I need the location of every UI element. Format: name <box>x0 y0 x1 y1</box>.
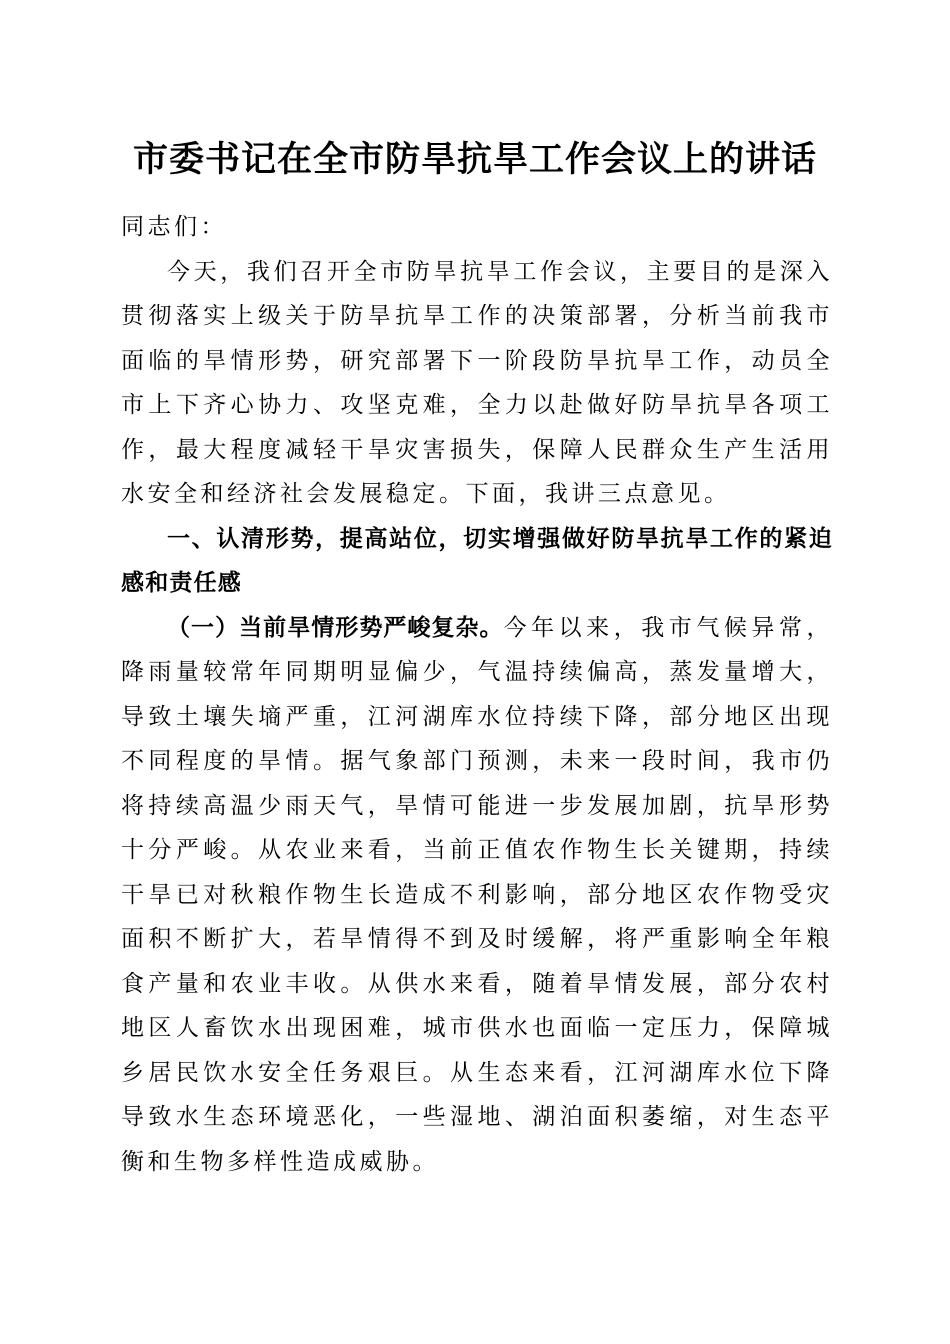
subsection-heading-1: （一）当前旱情形势严峻复杂。 <box>167 613 504 641</box>
document-title: 市委书记在全市防旱抗旱工作会议上的讲话 <box>132 139 817 180</box>
document-body <box>121 205 833 1184</box>
section-heading-1: 一、认清形势，提高站位，切实增强做好防旱抗旱工作的紧迫感和责任感 <box>121 525 833 596</box>
salutation: 同志们： <box>121 214 227 240</box>
subsection-body-1: 今年以来，我市气候异常，降雨量较常年同期明显偏少，气温持续偏高，蒸发量增大，导致土壤失墒严重，江河湖库水位持续下降，部分地区出现不同程度的旱情。据气象部门预测，未来一段时间，我市仍将持续高温少雨天气，旱情可能进一步发展加剧，抗旱形势十分严峻。从农业来看，当前正值农作物生长关键期，持续干旱已对秋粮作物生长造成不利影响，部分地区农作物受灾面积不断扩大，若旱情得不到及时缓解，将严重影响全年粮食产量和农业丰收。从供水来看，随着旱情发展，部分农村地区人畜饮水出现困难，城市供水也面临一定压力，保障城乡居民饮水安全任务艰巨。从生态来看，江河湖库水位下降导致水生态环境恶化，一些湿地、湖泊面积萎缩，对生态平衡和生物多样性造成威胁。 <box>121 614 834 1175</box>
intro-paragraph: 今天，我们召开全市防旱抗旱工作会议，主要目的是深入贯彻落实上级关于防旱抗旱工作的决策部署，分析当前我市面临的旱情形势，研究部署下一阶段防旱抗旱工作，动员全市上下齐心协力、攻坚克难，全力以赴做好防旱抗旱各项工作，最大程度减轻干旱灾害损失，保障人民群众生产生活用水安全和经济社会发展稳定。下面，我讲三点意见。 <box>121 258 833 507</box>
subsection-paragraph-1 <box>121 606 833 1185</box>
